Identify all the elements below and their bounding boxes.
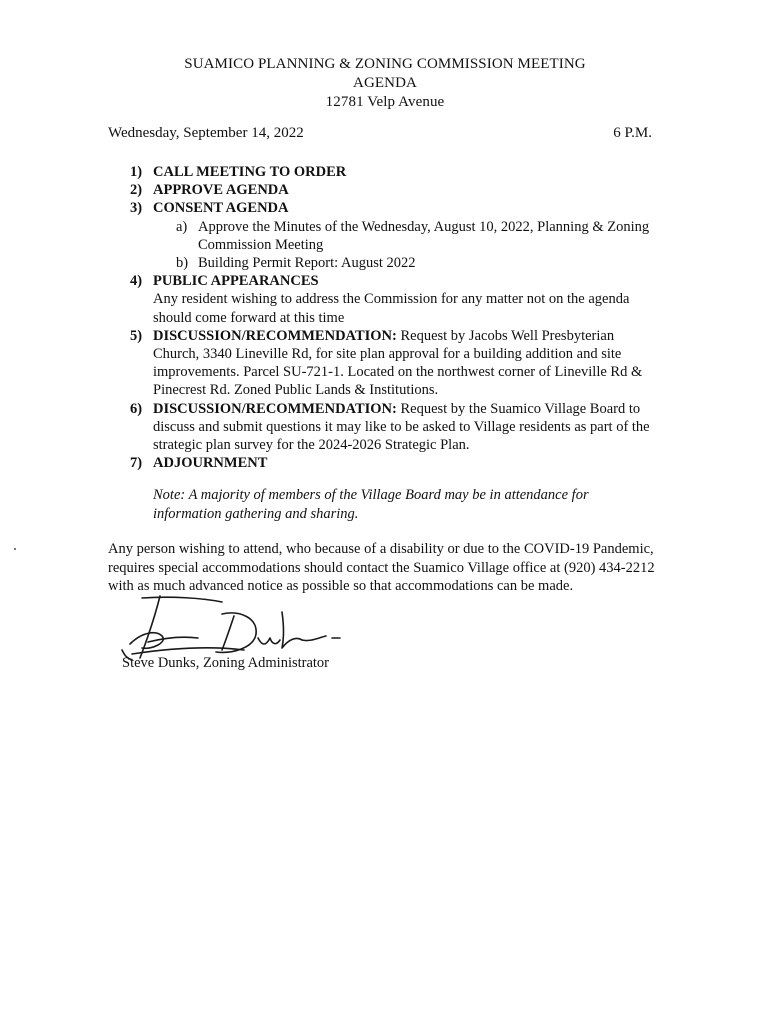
agenda-item-number: 5) [130, 327, 143, 344]
agenda-item [130, 327, 660, 400]
agenda-subitem-letter: b) [176, 255, 189, 272]
agenda-item-body: Request by the Suamico Village Board to discuss and submit questions it may like to be asked to Village residents as part of the strategic plan survey for the 2024-2026 Strategic Plan. [153, 400, 650, 454]
agenda-list [130, 163, 660, 472]
agenda-item [130, 400, 660, 455]
document-header [0, 55, 770, 112]
agenda-item-title: PUBLIC APPEARANCES [153, 273, 319, 290]
agenda-item-number: 7) [130, 455, 143, 472]
header-title: SUAMICO PLANNING & ZONING COMMISSION MEETING [184, 56, 586, 72]
agenda-item-number: 1) [130, 164, 143, 180]
agenda-subitem-letter: a) [176, 218, 188, 235]
meeting-time: 6 P.M. [613, 125, 652, 141]
agenda-item-title: APPROVE AGENDA [153, 182, 289, 199]
agenda-item-body: Request by Jacobs Well Presbyterian Church, 3340 Lineville Rd, for site plan approval for a building addition and site improvements. Parcel SU-721-1. Located on the northwest corner of Lineville Rd & Pinecrest Rd. Zoned Public Lands & Institutions. [153, 327, 643, 399]
header-address: 12781 Velp Avenue [325, 94, 445, 110]
agenda-item-title: DISCUSSION/RECOMMENDATION: [153, 327, 397, 344]
signer-name: Steve Dunks, Zoning Administrator [122, 655, 330, 671]
accessibility-notice: Any person wishing to attend, who because of a disability or due to the COVID-19 Pandemic, requires special accommodations should contact the Suamico Village office at (920) 434-2212 with as much advanced notice as possible so that accommodations can be made. [108, 541, 655, 594]
agenda-item [130, 199, 660, 217]
agenda-item-title: DISCUSSION/RECOMMENDATION: [153, 400, 397, 417]
agenda-item-body: Any resident wishing to address the Commission for any matter not on the agenda should come forward at this time [153, 291, 630, 326]
scan-speck [14, 548, 16, 550]
agenda-item-title: CALL MEETING TO ORDER [153, 164, 347, 180]
agenda-item-number: 4) [130, 273, 143, 290]
agenda-item [130, 272, 660, 327]
header-subtitle: AGENDA [353, 75, 417, 91]
meeting-date: Wednesday, September 14, 2022 [108, 125, 304, 141]
agenda-item-number: 2) [130, 182, 143, 199]
agenda-item-title: ADJOURNMENT [153, 455, 268, 472]
agenda-item-title: CONSENT AGENDA [153, 200, 289, 217]
meeting-date-row [108, 125, 652, 142]
agenda-subitem-text: Building Permit Report: August 2022 [198, 255, 416, 272]
agenda-item [130, 181, 660, 199]
agenda-subitem [176, 218, 660, 254]
agenda-item-number: 3) [130, 200, 143, 217]
agenda-item [130, 454, 660, 472]
agenda-item [130, 163, 660, 181]
agenda-item-number: 6) [130, 400, 143, 417]
village-board-note: Note: A majority of members of the Village Board may be in attendance for information gathering and sharing. [153, 487, 589, 522]
agenda-subitem-text: Approve the Minutes of the Wednesday, August 10, 2022, Planning & Zoning Commission Meeting [198, 218, 650, 253]
agenda-subitem [176, 254, 660, 272]
